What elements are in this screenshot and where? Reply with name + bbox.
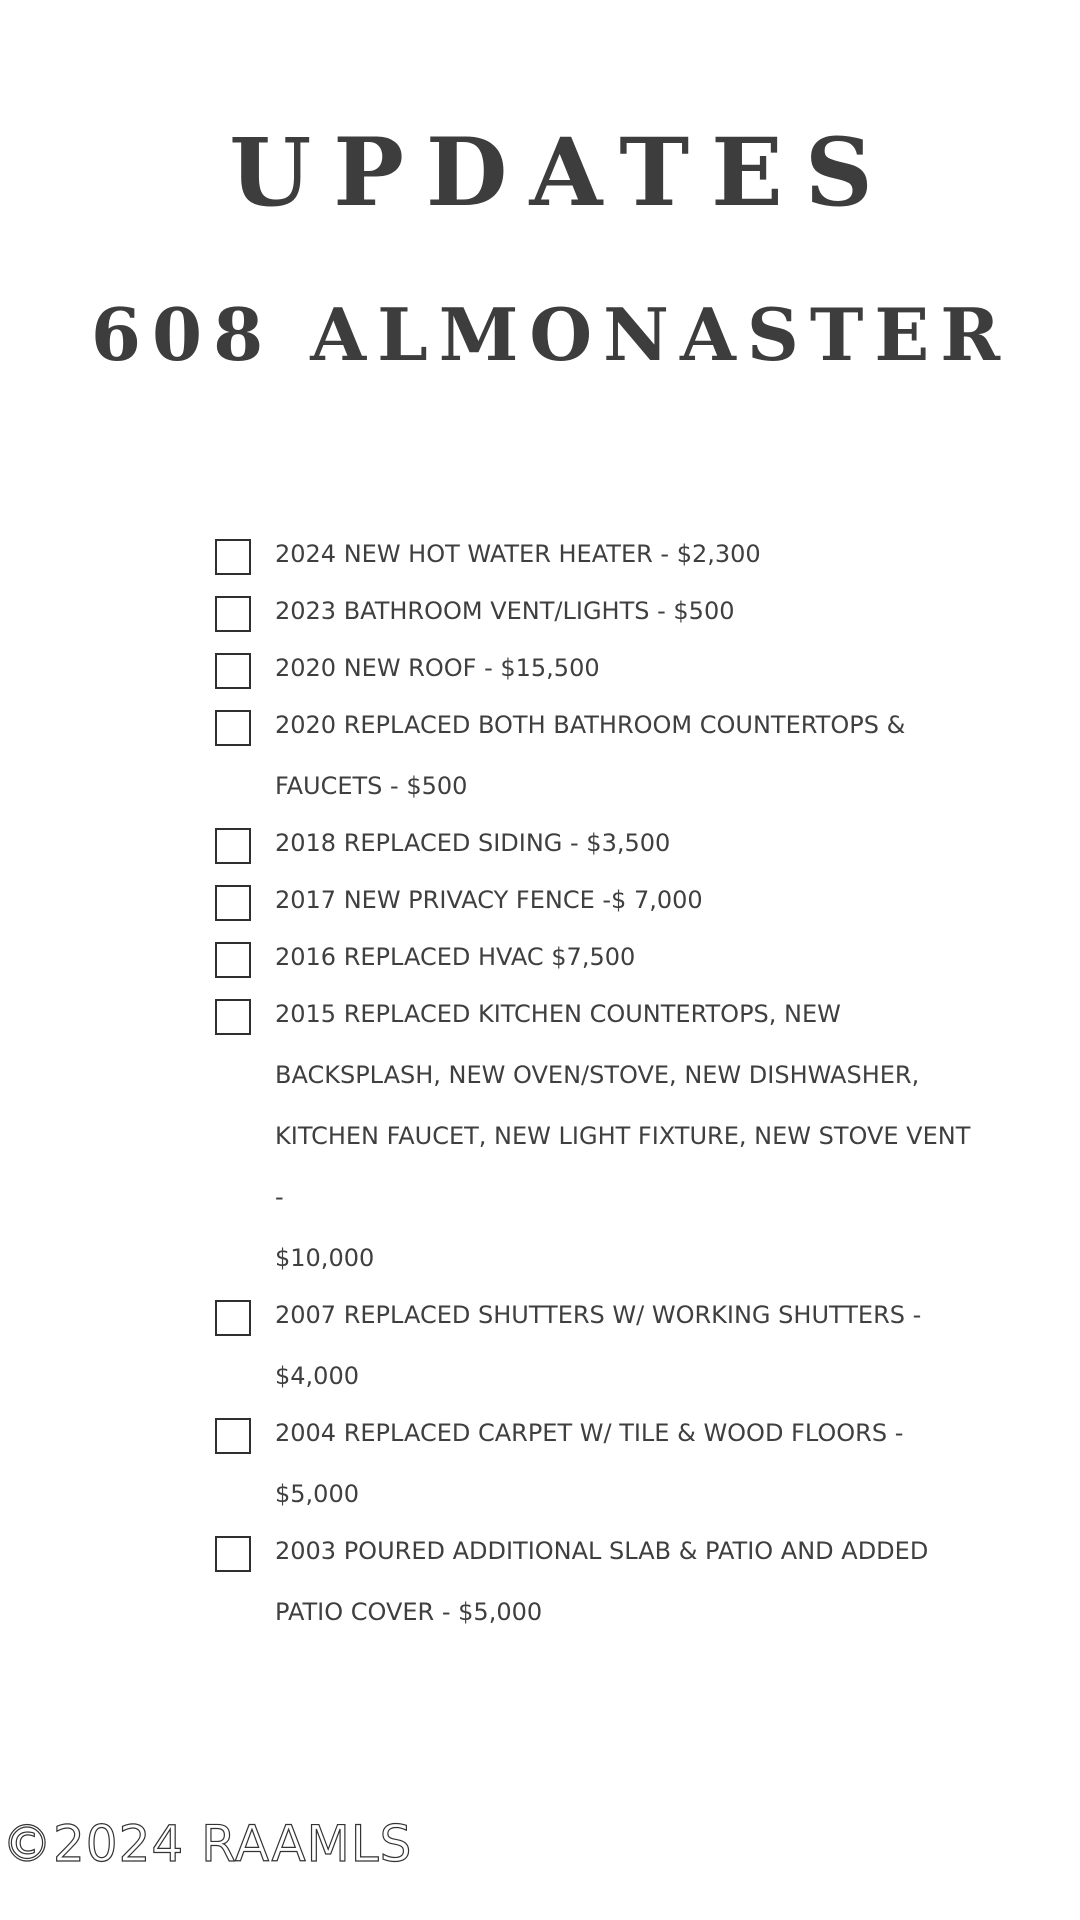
- checkbox[interactable]: [215, 710, 251, 746]
- checklist-item-label: 2016 REPLACED HVAC $7,500: [275, 943, 636, 971]
- checkbox[interactable]: [215, 539, 251, 575]
- checklist-item-label: 2003 POURED ADDITIONAL SLAB & PATIO AND ADDED PATIO COVER - $5,000: [275, 1537, 929, 1626]
- checkbox[interactable]: [215, 653, 251, 689]
- checkbox[interactable]: [215, 1300, 251, 1336]
- page-title: UPDATES: [229, 118, 895, 228]
- checklist-item: [215, 874, 975, 931]
- property-address: 608 ALMONASTER: [90, 292, 1012, 377]
- checkbox[interactable]: [215, 1536, 251, 1572]
- checklist-item-label: 2018 REPLACED SIDING - $3,500: [275, 829, 671, 857]
- checklist-item: [215, 1525, 975, 1643]
- checklist-item: [215, 528, 975, 585]
- checklist-item-label: 2015 REPLACED KITCHEN COUNTERTOPS, NEW BACKSPLASH, NEW OVEN/STOVE, NEW DISHWASHER, KITCHEN FAUCET, NEW LIGHT FIXTURE, NEW STOVE VENT - $10,000: [275, 1000, 971, 1272]
- checklist-item: [215, 1407, 975, 1525]
- checklist-item: [215, 585, 975, 642]
- checkbox[interactable]: [215, 596, 251, 632]
- checklist-item-label: 2017 NEW PRIVACY FENCE -$ 7,000: [275, 886, 703, 914]
- checkbox[interactable]: [215, 999, 251, 1035]
- checkbox[interactable]: [215, 942, 251, 978]
- checklist-item-label: 2024 NEW HOT WATER HEATER - $2,300: [275, 540, 761, 568]
- checklist-item: [215, 931, 975, 988]
- checklist-item: [215, 642, 975, 699]
- checklist-item-label: 2023 BATHROOM VENT/LIGHTS - $500: [275, 597, 735, 625]
- checklist-item-label: 2004 REPLACED CARPET W/ TILE & WOOD FLOORS - $5,000: [275, 1419, 904, 1508]
- checklist-item-label: 2020 NEW ROOF - $15,500: [275, 654, 600, 682]
- checkbox[interactable]: [215, 828, 251, 864]
- checklist-item-label: 2007 REPLACED SHUTTERS W/ WORKING SHUTTERS - $4,000: [275, 1301, 922, 1390]
- checkbox[interactable]: [215, 885, 251, 921]
- checklist-item-label: 2020 REPLACED BOTH BATHROOM COUNTERTOPS & FAUCETS - $500: [275, 711, 906, 800]
- checklist-item: [215, 817, 975, 874]
- checkbox[interactable]: [215, 1418, 251, 1454]
- updates-checklist: [215, 528, 975, 1643]
- checklist-item: [215, 988, 975, 1289]
- checklist-item: [215, 1289, 975, 1407]
- copyright-watermark: ©2024 RAAMLS: [2, 1815, 413, 1873]
- checklist-item: [215, 699, 975, 817]
